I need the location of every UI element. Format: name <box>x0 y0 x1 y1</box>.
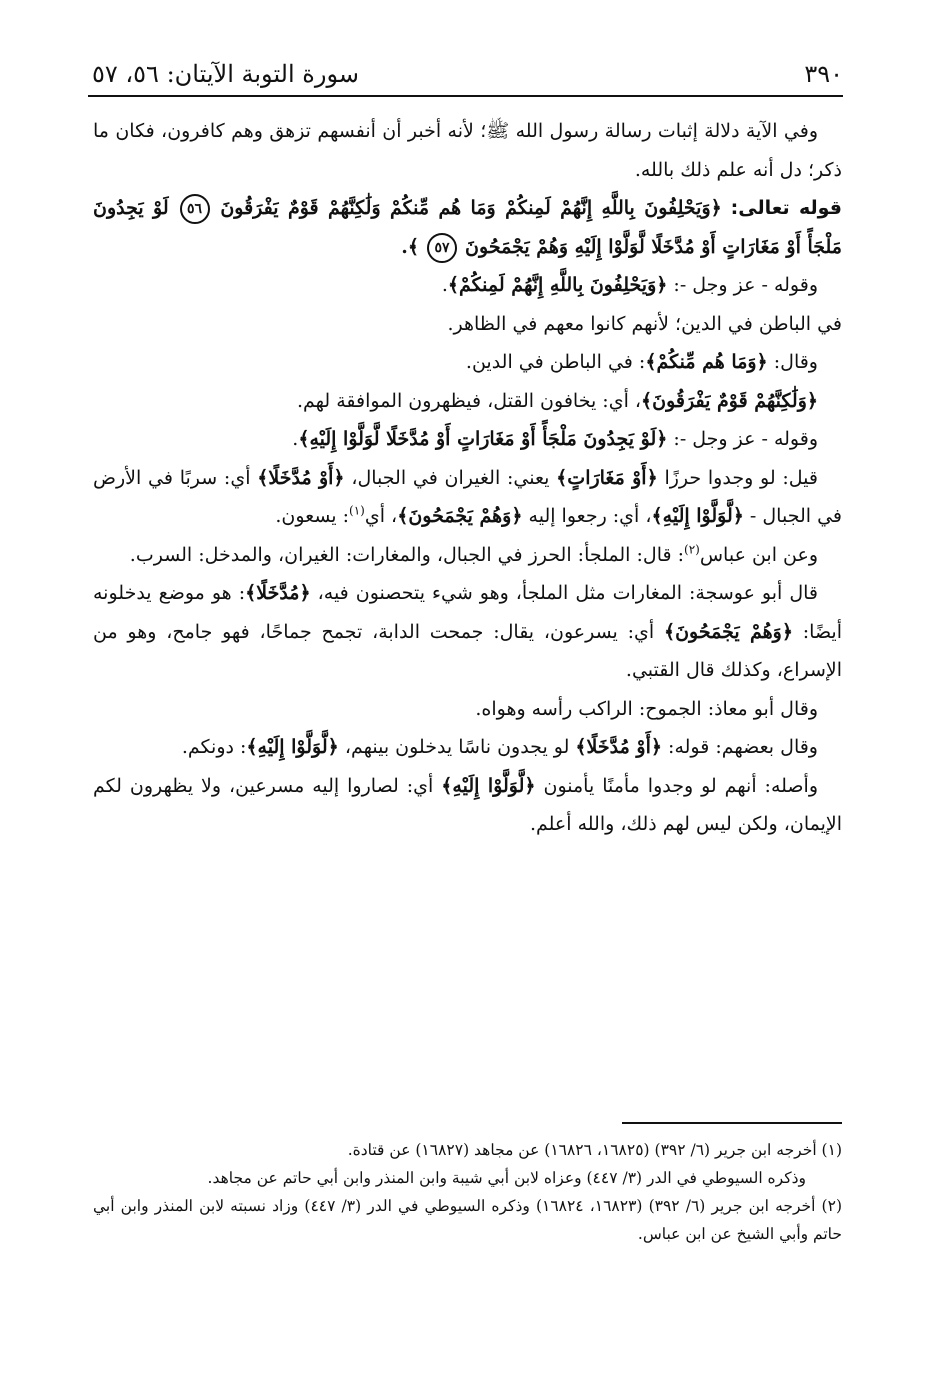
page-number: ٣٩٠ <box>804 60 843 88</box>
quranic-heading-paragraph <box>93 189 842 266</box>
running-title: سورة التوبة الآيتان: ٥٦، ٥٧ <box>92 60 359 88</box>
p13-ayah: ﴿لَّوَلَّوْا إِلَيْهِ﴾ <box>441 774 536 797</box>
footnotes <box>93 1136 842 1248</box>
p8-b: يعني: الغيران في الجبال، <box>351 466 550 489</box>
paragraph-6 <box>93 382 842 421</box>
p8-ayah-2: ﴿أَوْ مُدَّخَلًا﴾ <box>257 466 345 489</box>
p12-c: : دونكم. <box>181 736 247 758</box>
verse-56-marker: ٥٦ <box>180 194 210 224</box>
p9-a: وعن ابن عباس <box>699 543 818 566</box>
p6-ayah: ﴿وَلَٰكِنَّهُمْ قَوْمٌ يَفْرَقُونَ﴾ <box>641 389 818 412</box>
paragraph-12 <box>93 728 842 767</box>
quran-label: قوله تعالى: <box>730 197 842 219</box>
p6-post: ، أي: يخافون القتل، فيظهرون الموافقة لهم. <box>296 389 642 412</box>
p10-b: : هو موضع يدخلونه أيضًا: <box>93 582 842 643</box>
p12-ayah-1: ﴿أَوْ مُدَّخَلًا﴾ <box>575 736 662 758</box>
p12-b: لو يجدون ناسًا يدخلون بينهم، <box>344 736 570 758</box>
p5-ayah: ﴿وَمَا هُم مِّنكُمْ﴾ <box>645 351 768 373</box>
p3-pre: وقوله - عز وجل -: <box>673 274 818 296</box>
p8-ayah-4: ﴿وَهُمْ يَجْمَحُونَ﴾ <box>397 505 523 527</box>
p5-pre: وقال: <box>773 351 818 373</box>
p13-a: وأصله: أنهم لو وجدوا مأمنًا يأمنون <box>543 774 819 797</box>
paragraph-9 <box>93 536 842 575</box>
footnote-ref-1[interactable]: (١) <box>349 503 365 518</box>
verse-57-marker: ٥٧ <box>427 233 457 263</box>
paragraph-8 <box>93 459 842 536</box>
p8-e: ، أي <box>364 505 398 527</box>
paragraph-5 <box>93 343 842 382</box>
paragraph-11: وقال أبو معاذ: الجموح: الراكب رأسه وهواه. <box>475 697 818 720</box>
p5-post: : في الباطن في الدين. <box>465 351 646 373</box>
p9-b: : قال: الملجأ: الحرز في الجبال، والمغارات: الغيران، والمدخل: السرب. <box>129 543 685 566</box>
page-header <box>92 56 843 92</box>
p10-a: قال أبو عوسجة: المغارات مثل الملجأ، وهو شيء يتحصنون فيه، <box>317 582 818 604</box>
p10-c: أي: يسرعون، يقال: جمحت الدابة، تجمح جماحًا، فهو جامح، وهو من الإسراع، وكذلك قال القتبي. <box>93 620 842 681</box>
main-text <box>93 112 842 844</box>
p8-d: ، أي: رجعوا إليه <box>528 505 652 527</box>
p8-ayah-1: ﴿أَوْ مَغَارَاتٍ﴾ <box>556 466 658 489</box>
header-rule <box>88 95 843 97</box>
ayah-close: ﴾. <box>401 235 419 258</box>
p13-b: أي: لصاروا إليه مسرعين، ولا يظهرون لكم الإيمان، ولكن ليس لهم ذلك، والله أعلم. <box>93 774 842 835</box>
footnote-separator <box>622 1122 842 1124</box>
ayah-57-text: لَوْ يَجِدُونَ مَلْجَأً أَوْ مَغَارَاتٍ أَوْ مُدَّخَلًا لَّوَلَّوْا إِلَيْهِ وَهُمْ يَجْمَحُونَ <box>93 197 842 258</box>
ayah-56-text: ﴿وَيَحْلِفُونَ بِاللَّهِ إِنَّهُمْ لَمِنكُمْ وَمَا هُم مِّنكُمْ وَلَٰكِنَّهُمْ قَوْمٌ يَفْرَقُونَ <box>220 197 722 219</box>
p10-ayah-1: ﴿مُدَّخَلًا﴾ <box>245 582 311 604</box>
paragraph-3 <box>93 266 842 305</box>
p3-ayah: ﴿وَيَحْلِفُونَ بِاللَّهِ إِنَّهُمْ لَمِنكُمْ﴾ <box>447 274 668 296</box>
p10-ayah-2: ﴿وَهُمْ يَجْمَحُونَ﴾ <box>663 620 793 643</box>
p7-pre: وقوله - عز وجل -: <box>673 428 818 450</box>
paragraph-4: في الباطن في الدين؛ لأنهم كانوا معهم في الظاهر. <box>447 312 842 335</box>
p3-post: . <box>441 274 448 296</box>
footnote-1: (١) أخرجه ابن جرير (٦/ ٣٩٢) (١٦٨٢٥، ١٦٨٢٦) عن مجاهد (١٦٨٢٧) عن قتادة. <box>347 1141 842 1159</box>
p8-a: قيل: لو وجدوا حرزًا <box>664 466 818 489</box>
paragraph-7 <box>93 420 842 459</box>
paragraph-13 <box>93 767 842 844</box>
paragraph-1: وفي الآية دلالة إثبات رسالة رسول الله ﷺ؛ لأنه أخبر أن أنفسهم تزهق وهم كافرون، فكان ما ذكر؛ دل أنه علم ذلك بالله. <box>93 120 842 181</box>
p8-f: : يسعون. <box>275 505 350 527</box>
footnote-2: (٢) أخرجه ابن جرير (٦/ ٣٩٢) (١٦٨٢٣، ١٦٨٢٤) وذكره السيوطي في الدر (٣/ ٤٤٧) وزاد نسبته لابن المنذر وابن أبي حاتم وأبي الشيخ عن ابن عباس. <box>93 1197 842 1243</box>
paragraph-10 <box>93 574 842 690</box>
footnote-ref-2[interactable]: (٢) <box>684 542 700 557</box>
p12-a: وقال بعضهم: قوله: <box>668 736 818 758</box>
p8-c: أي: سربًا في الأرض في الجبال - <box>93 466 842 527</box>
footnote-1-continued: وذكره السيوطي في الدر (٣/ ٤٤٧) وعزاه لابن أبي شيبة وابن المنذر وابن أبي حاتم عن مجاهد. <box>207 1169 806 1187</box>
p7-post: . <box>292 428 299 450</box>
p8-ayah-3: ﴿لَّوَلَّوْا إِلَيْهِ﴾ <box>651 505 744 527</box>
p12-ayah-2: ﴿لَّوَلَّوْا إِلَيْهِ﴾ <box>246 736 339 758</box>
p7-ayah: ﴿لَوْ يَجِدُونَ مَلْجَأً أَوْ مَغَارَاتٍ أَوْ مُدَّخَلًا لَّوَلَّوْا إِلَيْهِ﴾ <box>298 428 668 450</box>
